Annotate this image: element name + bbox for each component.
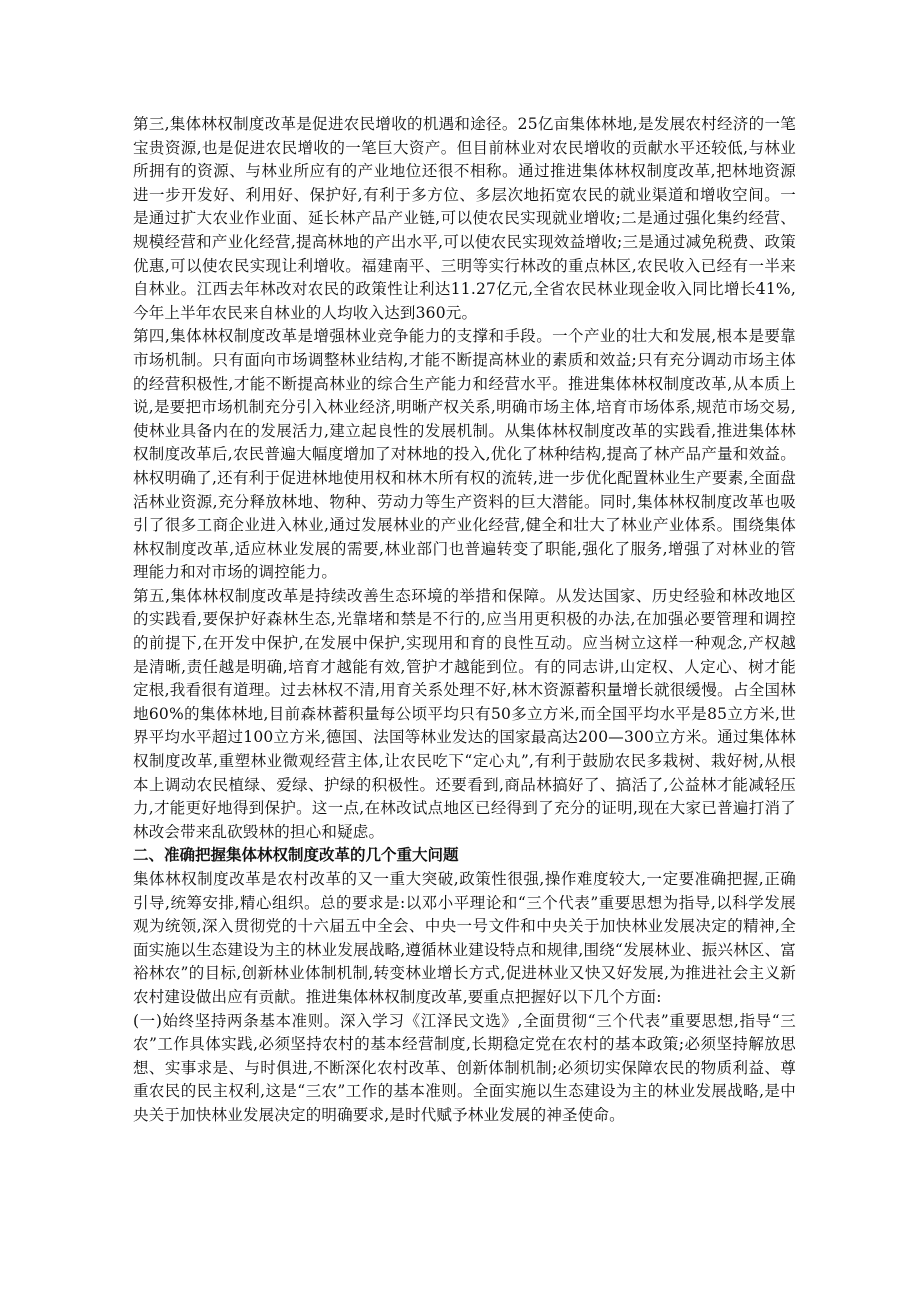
- paragraph-item-one: (一)始终坚持两条基本准则。深入学习《江泽民文选》,全面贯彻“三个代表”重要思想,指导“三农”工作具体实践,必须坚持农村的基本经营制度,长期稳定党在农村的基本政策;必须坚持解放思想、实事求是、与时俱进,不断深化农村改革、创新体制机制;必须切实保障农民的物质利益、尊重农民的民主权利,这是“三农”工作的基本准则。全面实施以生态建设为主的林业发展战略,是中央关于加快林业发展决定的明确要求,是时代赋予林业发展的神圣使命。: [133, 1011, 796, 1124]
- section-heading: 二、准确把握集体林权制度改革的几个重大问题: [133, 846, 459, 865]
- document-body: [133, 113, 796, 1128]
- paragraph-fourth: 第四,集体林权制度改革是增强林业竞争能力的支撑和手段。一个产业的壮大和发展,根本是要靠市场机制。只有面向市场调整林业结构,才能不断提高林业的素质和效益;只有充分调动市场主体的经营积极性,才能不断提高林业的综合生产能力和经营水平。推进集体林权制度改革,从本质上说,是要把市场机制充分引入林业经济,明晰产权关系,明确市场主体,培育市场体系,规范市场交易,使林业具备内在的发展活力,建立起良性的发展机制。从集体林权制度改革的实践看,推进集体林权制度改革后,农民普遍大幅度增加了对林地的投入,优化了林种结构,提高了林产品产量和效益。林权明确了,还有利于促进林地使用权和林木所有权的流转,进一步优化配置林业生产要素,全面盘活林业资源,充分释放林地、物种、劳动力等生产资料的巨大潜能。同时,集体林权制度改革也吸引了很多工商企业进入林业,通过发展林业的产业化经营,健全和壮大了林业产业体系。围绕集体林权制度改革,适应林业发展的需要,林业部门也普遍转变了职能,强化了服务,增强了对林业的管理能力和对市场的调控能力。: [133, 327, 796, 582]
- paragraph-section-intro: 集体林权制度改革是农村改革的又一重大突破,政策性很强,操作难度较大,一定要准确把握,正确引导,统筹安排,精心组织。总的要求是:以邓小平理论和“三个代表”重要思想为指导,以科学发展观为统领,深入贯彻党的十六届五中全会、中央一号文件和中央关于加快林业发展决定的精神,全面实施以生态建设为主的林业发展战略,遵循林业建设特点和规律,围绕“发展林业、振兴林区、富裕林农”的目标,创新林业体制机制,转变林业增长方式,促进林业又快又好发展,为推进社会主义新农村建设做出应有贡献。推进集体林权制度改革,要重点把握好以下几个方面:: [133, 870, 796, 1006]
- paragraph-third: 第三,集体林权制度改革是促进农民增收的机遇和途径。25亿亩集体林地,是发展农村经济的一笔宝贵资源,也是促进农民增收的一笔巨大资产。但目前林业对农民增收的贡献水平还较低,与林业所拥有的资源、与林业所应有的产业地位还很不相称。通过推进集体林权制度改革,把林地资源进一步开发好、利用好、保护好,有利于多方位、多层次地拓宽农民的就业渠道和增收空间。一是通过扩大农业作业面、延长林产品产业链,可以使农民实现就业增收;二是通过强化集约经营、规模经营和产业化经营,提高林地的产出水平,可以使农民实现效益增收;三是通过减免税费、政策优惠,可以使农民实现让利增收。福建南平、三明等实行林改的重点林区,农民收入已经有一半来自林业。江西去年林改对农民的政策性让利达11.27亿元,全省农民林业现金收入同比增长41%,今年上半年农民来自林业的人均收入达到360元。: [133, 115, 796, 322]
- paragraph-fifth: 第五,集体林权制度改革是持续改善生态环境的举措和保障。从发达国家、历史经验和林改地区的实践看,要保护好森林生态,光靠堵和禁是不行的,应当用更积极的办法,在加强必要管理和调控的前提下,在开发中保护,在发展中保护,实现用和育的良性互动。应当树立这样一种观念,产权越是清晰,责任越是明确,培育才越能有效,管护才越能到位。有的同志讲,山定权、人定心、树才能定根,我看很有道理。过去林权不清,用育关系处理不好,林木资源蓄积量增长就很缓慢。占全国林地60%的集体林地,目前森林蓄积量每公顷平均只有50多立方米,而全国平均水平是85立方米,世界平均水平超过100立方米,德国、法国等林业发达的国家最高达200—300立方米。通过集体林权制度改革,重塑林业微观经营主体,让农民吃下“定心丸”,有利于鼓励农民多栽树、栽好树,从根本上调动农民植绿、爱绿、护绿的积极性。还要看到,商品林搞好了、搞活了,公益林才能减轻压力,才能更好地得到保护。这一点,在林改试点地区已经得到了充分的证明,现在大家已普遍打消了林改会带来乱砍毁林的担心和疑虑。: [133, 586, 796, 841]
